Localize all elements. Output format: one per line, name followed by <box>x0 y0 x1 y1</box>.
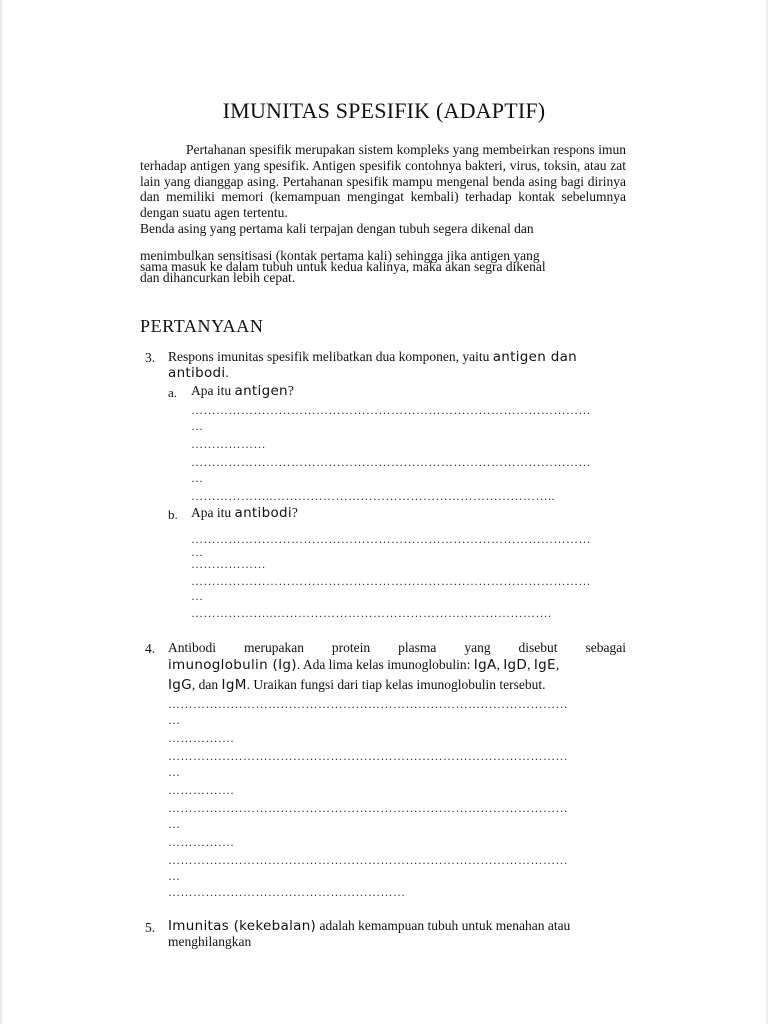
question-text: . Uraikan fungsi dari tiap kelas imunoglobulin tersebut. <box>246 677 546 692</box>
question-number: 3. <box>145 350 156 365</box>
term-antibodi: antibodi <box>168 365 226 381</box>
answer-line[interactable]: …………………………………………………………………………………… <box>191 455 591 469</box>
question-number: 5. <box>145 920 156 935</box>
intro-tight-line-1: menimbulkan sensitisasi (kontak pertama kali) sehingga jika antigen yang <box>140 248 540 263</box>
question-3-text <box>168 349 638 381</box>
intro-paragraph <box>140 142 626 237</box>
term-iga: IgA <box>473 657 497 673</box>
answer-line[interactable]: ………………..…………………………………………………………. <box>191 606 552 620</box>
sub-letter-b: b. <box>168 507 178 522</box>
term-antigen: antigen <box>234 383 288 399</box>
page-edge-left <box>0 0 2 1024</box>
term-ige: IgE <box>533 657 556 673</box>
intro-tight-line-2: sama masuk ke dalam tubuh untuk kedua kalinya, maka akan segra dikenal <box>140 259 546 274</box>
answer-line-cont: … <box>168 713 181 727</box>
answer-line-cont: … <box>191 471 204 485</box>
sub-letter-a: a. <box>168 385 178 400</box>
question-text: adalah kemampuan tubuh untuk menahan atau <box>316 918 571 933</box>
answer-line-cont: … <box>191 419 204 433</box>
intro-tight-line-3: dan dihancurkan lebih cepat. <box>140 270 296 285</box>
answer-line-cont: … <box>191 589 204 603</box>
document-title: IMUNITAS SPESIFIK (ADAPTIF) <box>222 98 546 123</box>
answer-line[interactable]: …………………………………………………………………………………… <box>191 403 591 417</box>
intro-line: Benda asing yang pertama kali terpajan dengan tubuh segera dikenal dan <box>140 220 534 236</box>
answer-line-cont: … <box>168 765 181 779</box>
sub-prefix: Apa itu <box>191 383 235 398</box>
answer-line[interactable]: ………………………………………………… <box>168 885 406 899</box>
question-text: Respons imunitas spesifik melibatkan dua komponen, yaitu <box>168 349 493 364</box>
question-text: . Ada lima kelas imunoglobulin: <box>296 657 474 672</box>
question-text: menghilangkan <box>168 934 252 949</box>
punct: , <box>527 657 534 672</box>
intro-justified-block: Pertahanan spesifik merupakan sistem kompleks yang membeirkan respons imun terhadap antigen yang spesifik. Antigen spesifik contohnya bakteri, virus, toksin, atau zat lain yang dianggap asing. Pertahanan spesifik mampu mengenal benda asing bagi dirinya dan memiliki memori (kemampuan mengingat kembali) terhadap kontak sebelumnya dengan suatu agen tertentu. <box>140 142 626 221</box>
term-antibodi: antibodi <box>234 505 292 521</box>
answer-line[interactable]: …………………………………………………………………………………… <box>168 749 568 763</box>
question-4-line-1: Antibodi merupakan protein plasma yang disebut sebagai <box>168 640 626 655</box>
sub-suffix: ? <box>291 505 298 520</box>
term-igm: IgM <box>221 677 247 693</box>
answer-line[interactable]: ……………. <box>168 731 234 745</box>
question-text: , dan <box>191 677 222 692</box>
answer-line-cont: … <box>191 545 204 559</box>
answer-line[interactable]: ………………..………………………………………………………….. <box>191 489 555 503</box>
question-4-line-3 <box>168 677 638 693</box>
sub-question-a <box>191 383 294 399</box>
question-number: 4. <box>145 641 156 656</box>
answer-line-cont: … <box>168 817 181 831</box>
answer-line[interactable]: ……………. <box>168 783 234 797</box>
answer-line[interactable]: …………………………………………………………………………………… <box>168 697 568 711</box>
answer-line[interactable]: …………………………………………………………………………………… <box>168 853 568 867</box>
section-heading: PERTANYAAN <box>140 316 264 336</box>
punct: . <box>225 365 229 380</box>
answer-line[interactable]: ……………… <box>191 437 266 451</box>
question-4-line-2 <box>168 657 638 673</box>
answer-line-cont: … <box>168 869 181 883</box>
sub-prefix: Apa itu <box>191 505 235 520</box>
answer-line[interactable]: ……………… <box>191 557 266 571</box>
term-imunitas: Imunitas (kekebalan) <box>168 918 317 934</box>
term-igd: IgD <box>503 657 528 673</box>
punct: , <box>496 657 504 672</box>
answer-line[interactable]: …………………………………………………………………………………… <box>168 801 568 815</box>
answer-line[interactable]: …………………………………………………………………………………… <box>191 574 591 588</box>
term-imunoglobulin: imunoglobulin (Ig) <box>168 657 297 673</box>
sub-suffix: ? <box>287 383 294 398</box>
question-5-text <box>168 918 638 950</box>
term-antigen-dan: antigen dan <box>492 349 578 365</box>
punct: , <box>555 657 560 672</box>
sub-question-b <box>191 505 298 521</box>
intro-tight-block <box>140 250 626 283</box>
term-igg: IgG <box>168 677 192 693</box>
answer-line[interactable]: ……………. <box>168 835 234 849</box>
answer-line[interactable]: …………………………………………………………………………………… <box>191 532 591 546</box>
